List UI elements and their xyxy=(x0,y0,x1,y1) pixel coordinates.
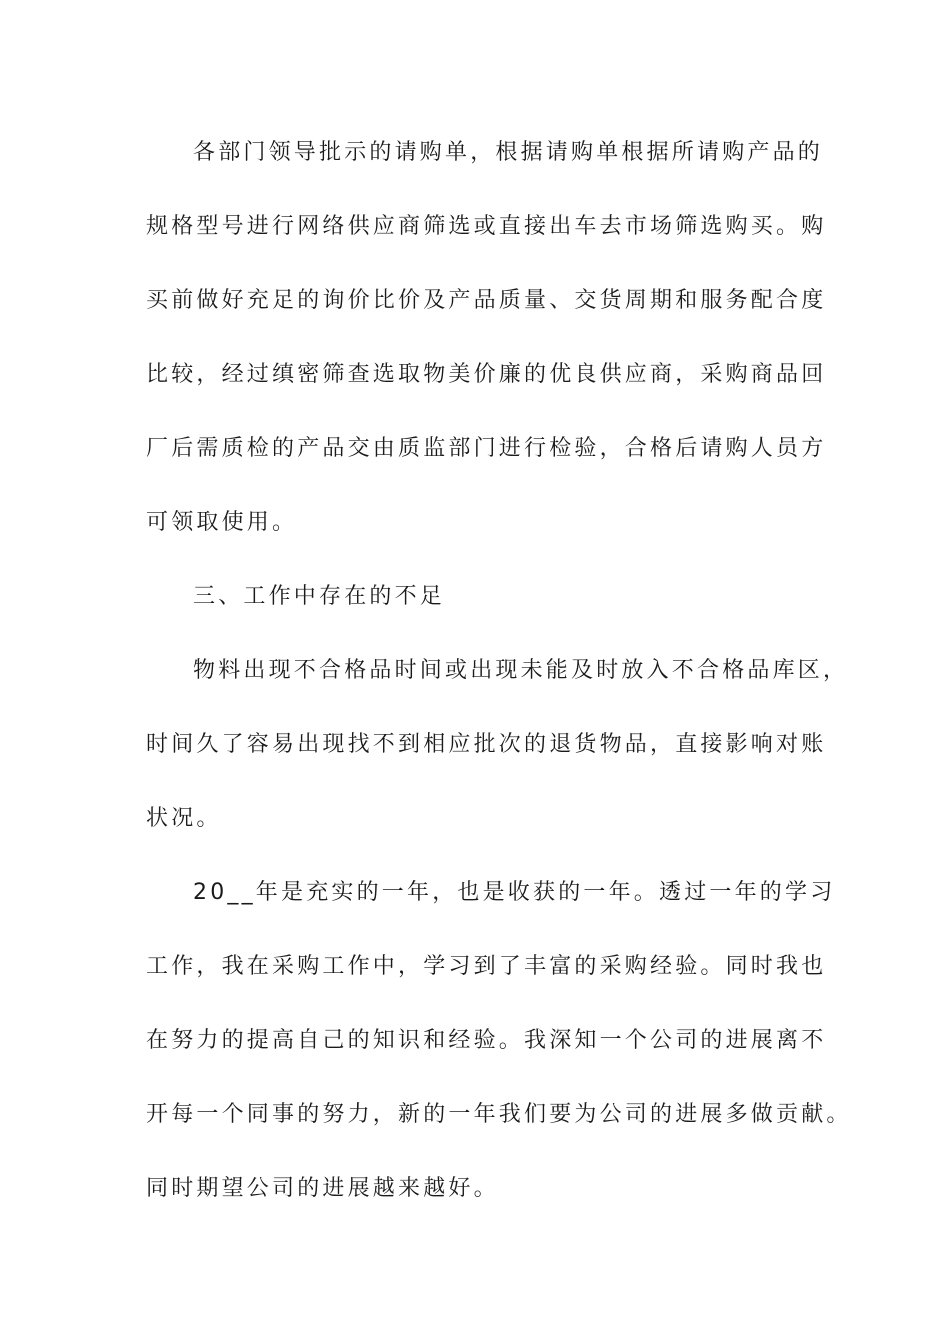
text-line: 在努力的提高自己的知识和经验。我深知一个公司的进展离不 xyxy=(146,1028,827,1053)
text-line: 状况。 xyxy=(146,806,222,831)
text-line: 物料出现不合格品时间或出现未能及时放入不合格品库区， xyxy=(193,658,849,683)
text-line: 开每一个同事的努力，新的一年我们要为公司的进展多做贡献。 xyxy=(146,1102,852,1127)
text-line: 20__年是充实的一年，也是收获的一年。透过一年的学习 xyxy=(193,880,836,905)
text-line: 厂后需质检的产品交由质监部门进行检验，合格后请购人员方 xyxy=(146,436,827,461)
text-line: 工作，我在采购工作中，学习到了丰富的采购经验。同时我也 xyxy=(146,954,827,979)
text-line: 时间久了容易出现找不到相应批次的退货物品，直接影响对账 xyxy=(146,732,827,757)
text-line: 同时期望公司的进展越来越好。 xyxy=(146,1176,499,1201)
text-line: 可领取使用。 xyxy=(146,510,298,535)
text-line: 比较，经过缜密筛查选取物美价廉的优良供应商，采购商品回 xyxy=(146,362,827,387)
text-line: 规格型号进行网络供应商筛选或直接出车去市场筛选购买。购 xyxy=(146,214,827,239)
section-heading: 三、工作中存在的不足 xyxy=(193,584,446,609)
document-body xyxy=(146,134,852,1244)
text-line: 买前做好充足的询价比价及产品质量、交货周期和服务配合度 xyxy=(146,288,827,313)
text-line: 各部门领导批示的请购单，根据请购单根据所请购产品的 xyxy=(193,140,824,165)
